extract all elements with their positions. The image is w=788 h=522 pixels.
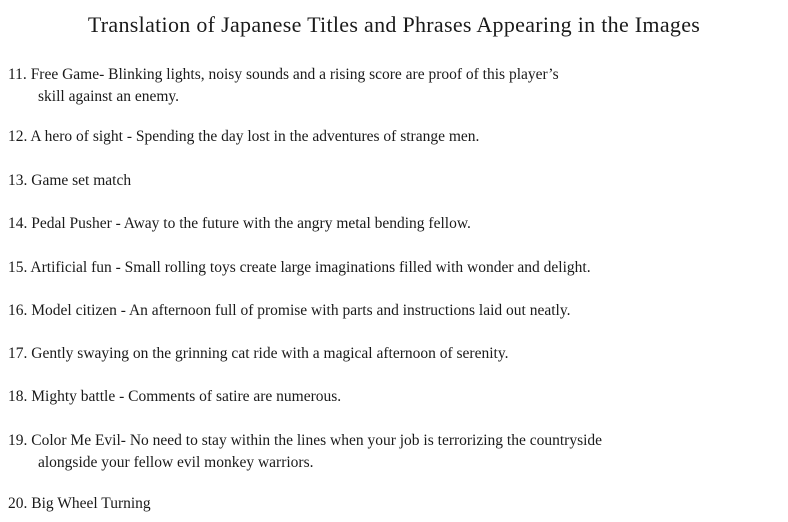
item-text: Free Game- Blinking lights, noisy sounds and a rising score are proof of this player’s (30, 66, 559, 83)
item-number: 12. (8, 128, 28, 145)
list-item-20 (8, 493, 778, 515)
list-item-15 (8, 257, 778, 279)
item-text: Color Me Evil- No need to stay within the lines when your job is terrorizing the countryside (31, 432, 603, 449)
item-number: 17. (8, 345, 28, 362)
list-item-17 (8, 343, 778, 365)
item-text-continuation: alongside your fellow evil monkey warriors. (38, 454, 314, 471)
item-text: Mighty battle - Comments of satire are numerous. (31, 388, 342, 405)
list-item-16 (8, 300, 778, 322)
page-title: Translation of Japanese Titles and Phrases Appearing in the Images (87, 12, 701, 37)
item-number: 14. (8, 215, 28, 232)
list-item-11 (8, 64, 778, 108)
item-number: 20. (8, 495, 28, 512)
item-number: 19. (8, 432, 28, 449)
item-text: A hero of sight - Spending the day lost in the adventures of strange men. (30, 128, 480, 145)
item-number: 11. (8, 66, 27, 83)
item-number: 13. (8, 172, 28, 189)
item-text-continuation: skill against an enemy. (38, 88, 180, 105)
item-text: Artificial fun - Small rolling toys create large imaginations filled with wonder and delight. (30, 259, 591, 276)
item-text: Pedal Pusher - Away to the future with the angry metal bending fellow. (31, 215, 471, 232)
list-item-12 (8, 126, 778, 148)
item-text: Model citizen - An afternoon full of promise with parts and instructions laid out neatly. (31, 302, 571, 319)
list-item-13 (8, 170, 778, 192)
list-item-18 (8, 386, 778, 408)
item-text: Game set match (31, 172, 132, 189)
list-item-19 (8, 430, 778, 474)
item-number: 15. (8, 259, 28, 276)
list-item-14 (8, 213, 778, 235)
item-text: Big Wheel Turning (31, 495, 151, 512)
item-number: 18. (8, 388, 28, 405)
item-number: 16. (8, 302, 28, 319)
item-text: Gently swaying on the grinning cat ride with a magical afternoon of serenity. (31, 345, 509, 362)
